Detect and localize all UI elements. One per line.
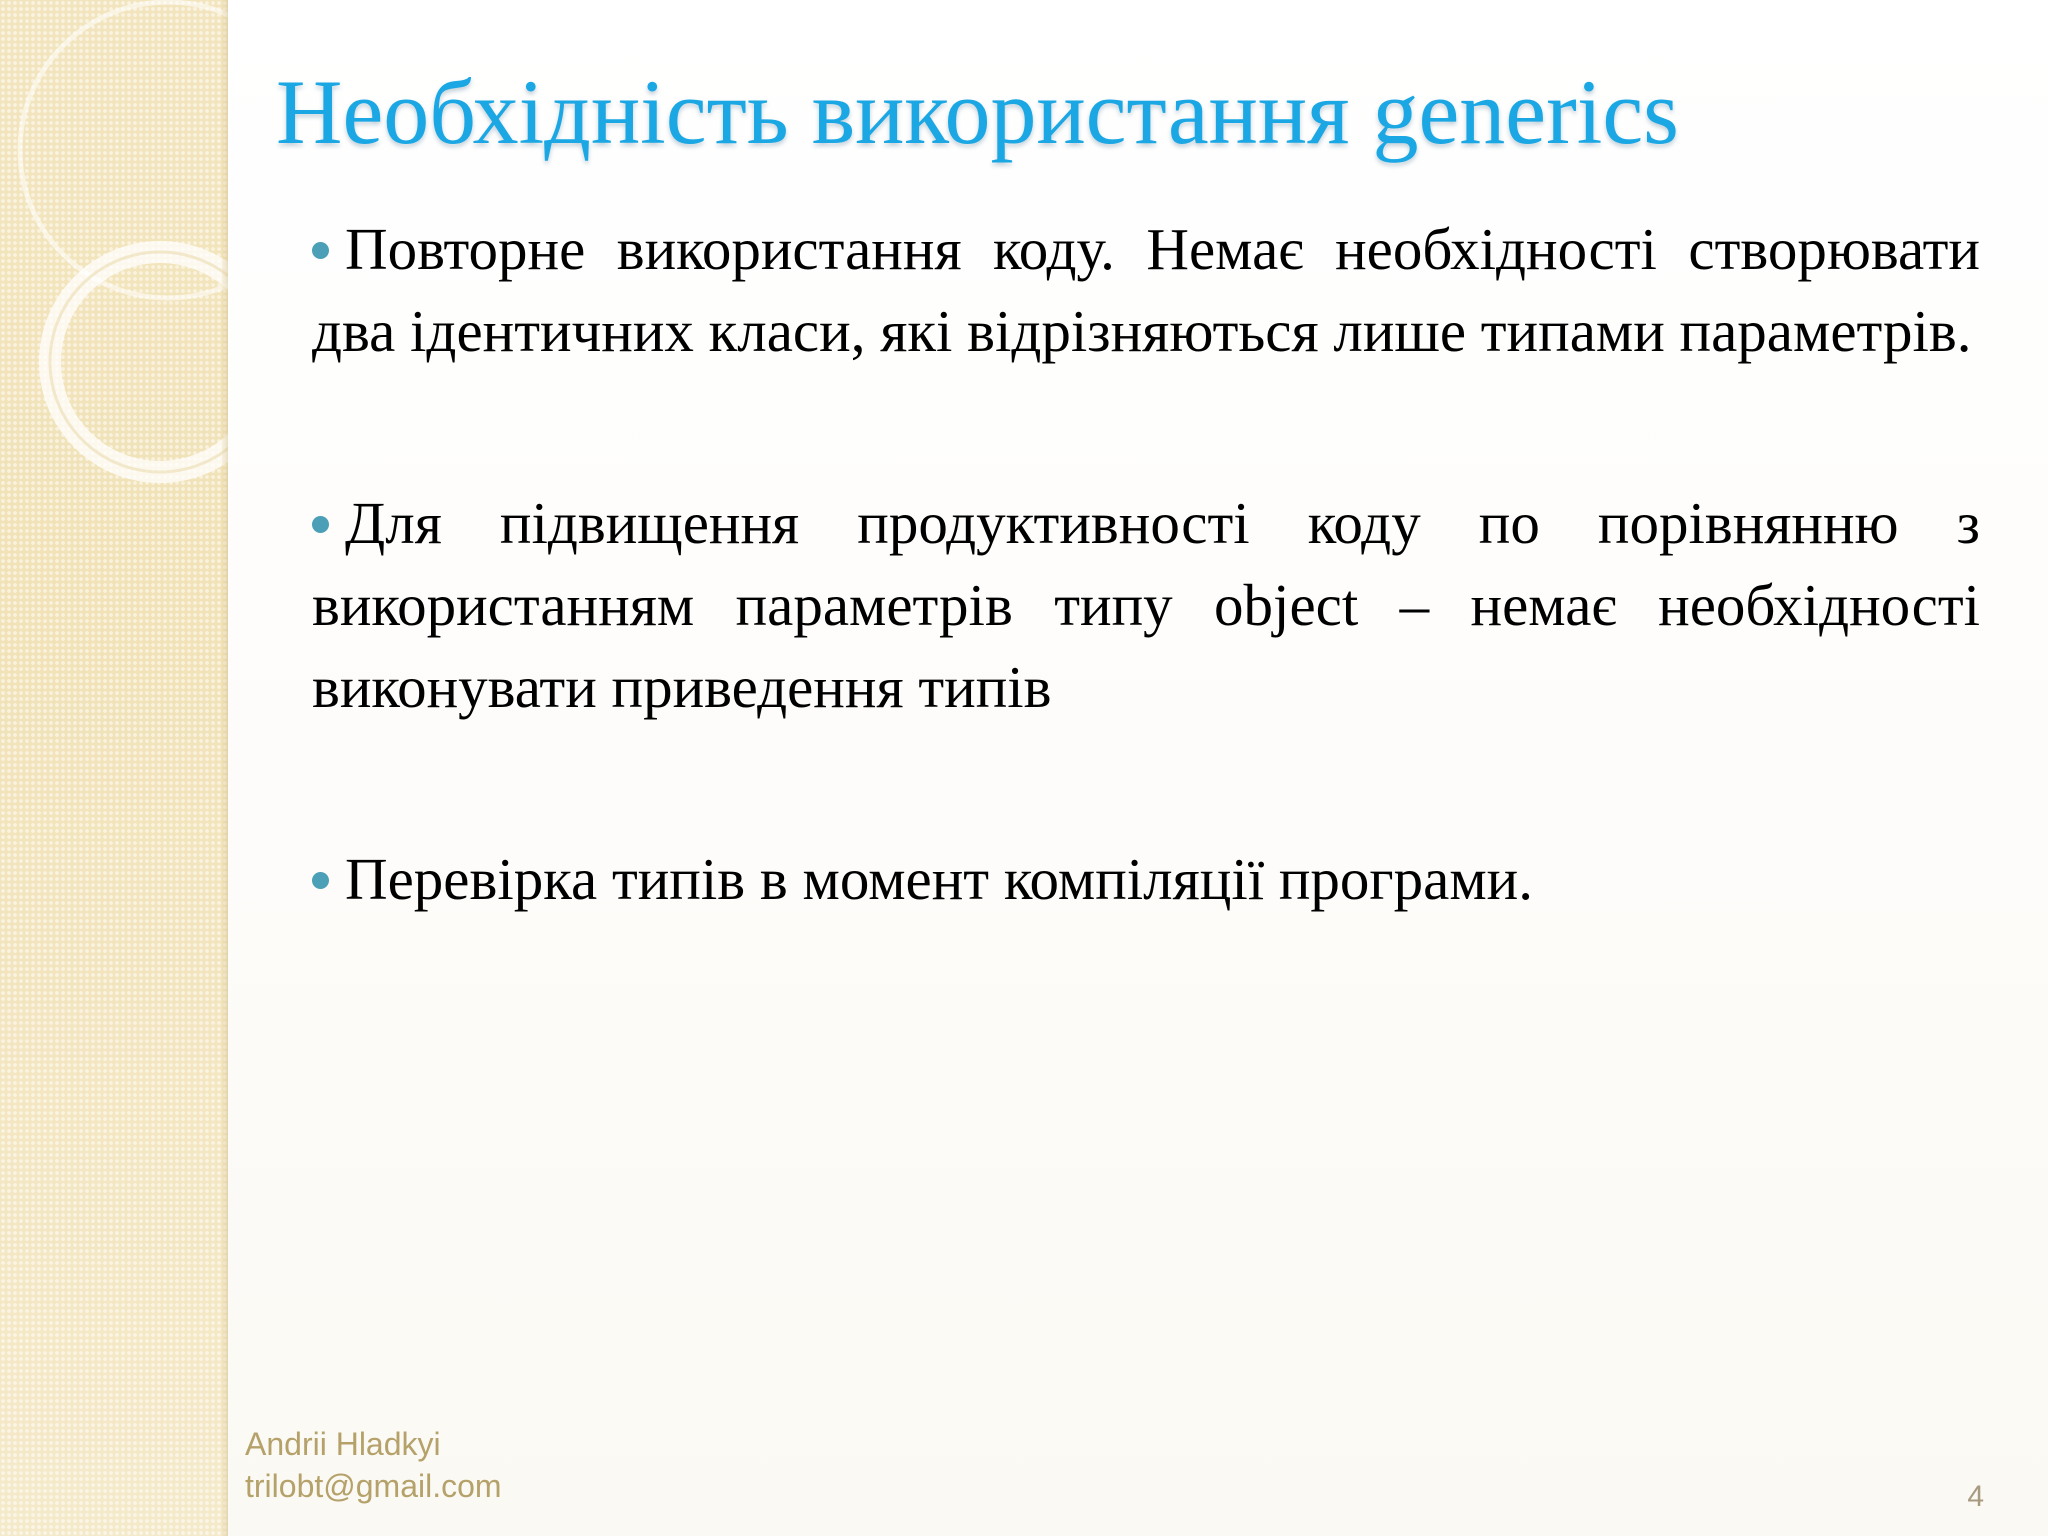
decorative-side-panel	[0, 0, 228, 1536]
decorative-circles	[0, 0, 228, 560]
footer-email: trilobt@gmail.com	[245, 1468, 502, 1504]
bullet-marker-icon	[312, 872, 329, 889]
bullet-item	[312, 482, 1980, 728]
bullet-text: Повторне використання коду. Немає необхідності створювати два ідентичних класи, які відрізняються лише типами параметрів.	[312, 216, 1980, 364]
footer-author: Andrii Hladkyi	[245, 1426, 441, 1462]
bullet-text: Перевірка типів в момент компіляції програми.	[345, 846, 1533, 912]
slide-title: Необхідність використання generics	[276, 61, 1679, 163]
page-number: 4	[1967, 1480, 1984, 1513]
bullet-item	[312, 838, 1980, 920]
bullet-text: Для підвищення продуктивності коду по порівнянню з використанням параметрів типу object – немає необхідності виконувати приведення типів	[312, 490, 1980, 720]
bullet-list	[312, 208, 1980, 920]
bullet-item	[312, 208, 1980, 372]
bullet-marker-icon	[312, 516, 329, 533]
bullet-marker-icon	[312, 242, 329, 259]
